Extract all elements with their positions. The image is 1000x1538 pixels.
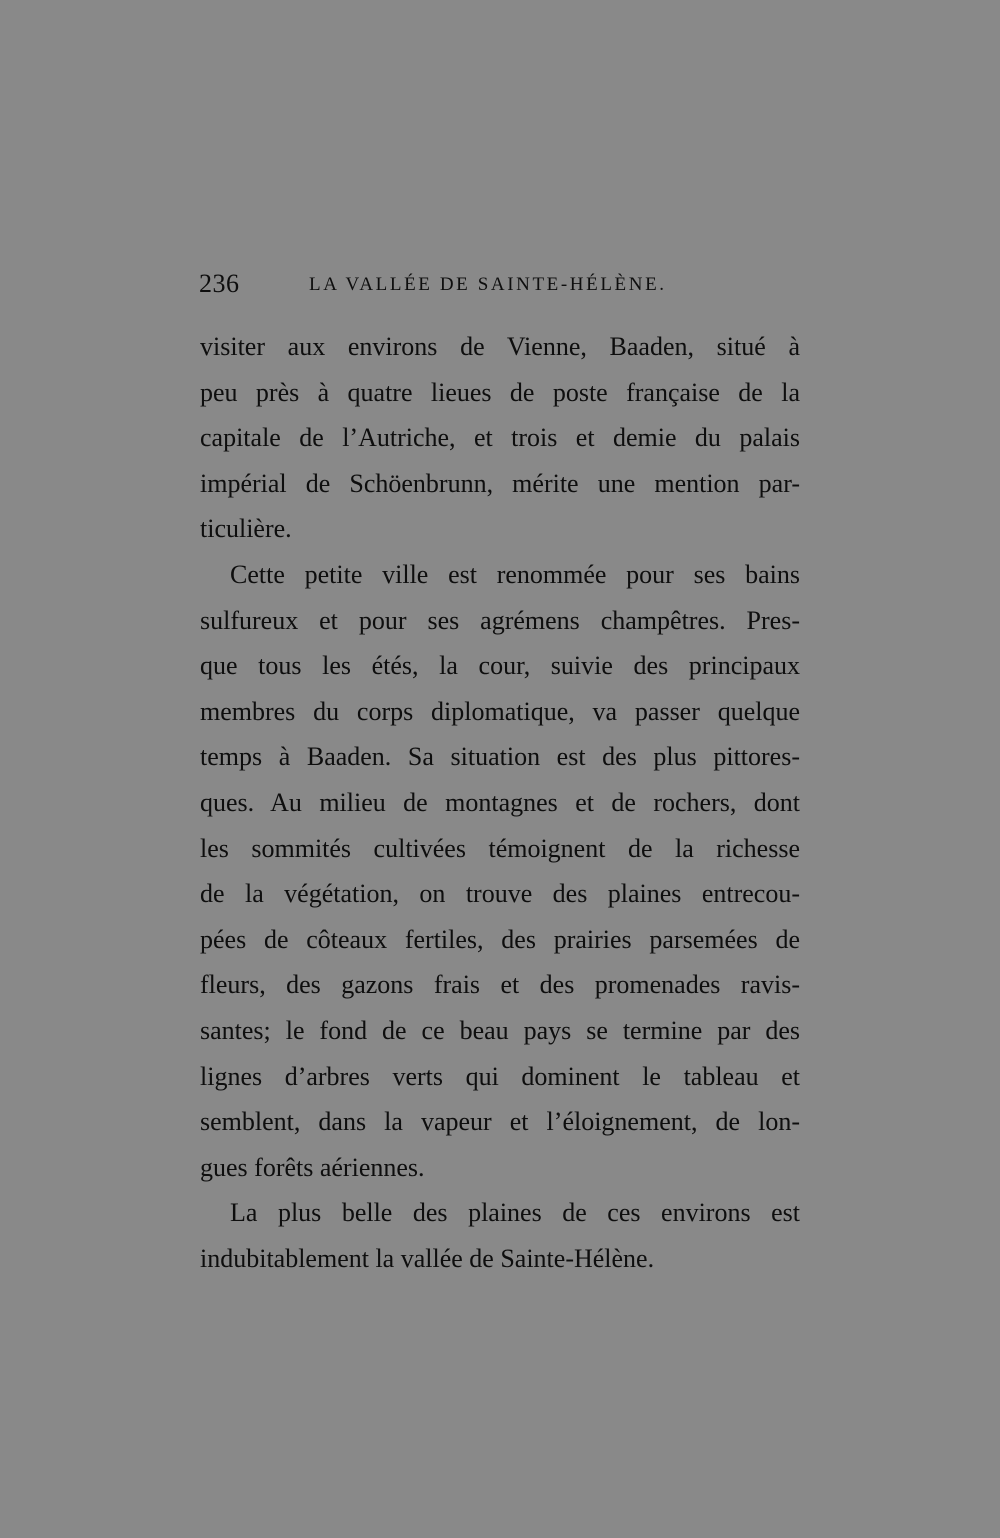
text-line: peu près à quatre lieues de poste française de la xyxy=(200,377,800,407)
text-line: semblent, dans la vapeur et l’éloignement, de lon- xyxy=(200,1107,800,1137)
text-line: que tous les étés, la cour, suivie des principaux xyxy=(200,651,800,681)
text-line: capitale de l’Autriche, et trois et demie du palais xyxy=(200,423,800,453)
page-number: 236 xyxy=(199,269,240,298)
running-head-title: LA VALLÉE DE SAINTE-HÉLÈNE. xyxy=(309,274,667,295)
text-line: ques. Au milieu de montagnes et de rochers, dont xyxy=(200,787,800,817)
text-line: lignes d’arbres verts qui dominent le tableau et xyxy=(200,1061,800,1091)
text-line: indubitablement la vallée de Sainte-Hélène. xyxy=(200,1243,655,1273)
text-line: sulfureux et pour ses agrémens champêtres. Pres- xyxy=(200,605,800,635)
text-line: visiter aux environs de Vienne, Baaden, situé à xyxy=(200,332,800,361)
text-line: fleurs, des gazons frais et des promenades ravis- xyxy=(200,970,800,1000)
text-line: Cette petite ville est renommée pour ses bains xyxy=(230,559,800,589)
text-line: pées de côteaux fertiles, des prairies parsemées de xyxy=(200,924,800,954)
text-line: de la végétation, on trouve des plaines entrecou- xyxy=(200,879,800,909)
text-line: santes; le fond de ce beau pays se termine par des xyxy=(200,1015,800,1045)
text-line: membres du corps diplomatique, va passer quelque xyxy=(200,696,800,726)
text-line: gues forêts aériennes. xyxy=(200,1152,425,1182)
text-line: La plus belle des plaines de ces environs est xyxy=(230,1198,800,1228)
text-line: les sommités cultivées témoignent de la richesse xyxy=(200,833,800,863)
text-line: impérial de Schöenbrunn, mérite une mention par- xyxy=(200,468,800,498)
running-head xyxy=(199,266,789,302)
body-text xyxy=(200,324,800,1281)
text-line: temps à Baaden. Sa situation est des plus pittores- xyxy=(200,742,800,772)
text-line: ticulière. xyxy=(200,514,292,544)
